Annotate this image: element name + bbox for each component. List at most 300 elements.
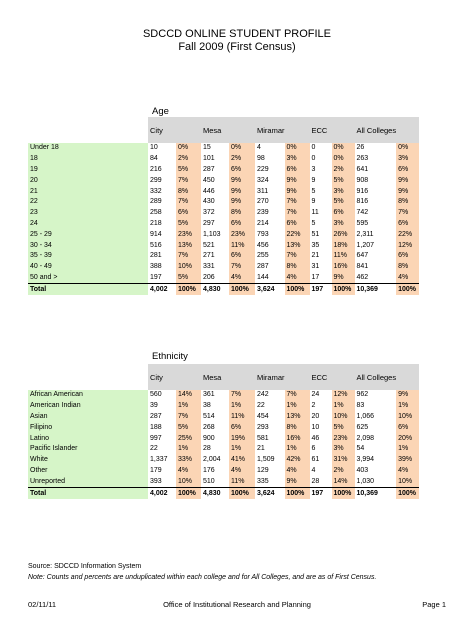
- table-row: [28, 165, 419, 176]
- footer-date: 02/11/11: [28, 600, 57, 609]
- row-label: 19: [28, 165, 148, 176]
- percent-cell: 23%: [229, 229, 255, 240]
- count-cell: 21: [255, 444, 285, 455]
- table-row: [28, 476, 419, 487]
- count-cell: 24: [310, 390, 332, 401]
- count-cell: 255: [255, 251, 285, 262]
- percent-cell: 16%: [285, 433, 310, 444]
- count-cell: 0: [310, 154, 332, 165]
- percent-cell: 9%: [332, 273, 355, 284]
- percent-cell: 1%: [176, 401, 201, 412]
- count-cell: 516: [148, 240, 176, 251]
- count-cell: 35: [310, 240, 332, 251]
- row-label: Total: [28, 284, 148, 295]
- row-label: 25 - 29: [28, 229, 148, 240]
- percent-cell: 7%: [176, 251, 201, 262]
- percent-cell: 1%: [176, 444, 201, 455]
- percent-cell: 100%: [396, 488, 419, 499]
- percent-cell: 13%: [176, 240, 201, 251]
- percent-cell: 100%: [285, 488, 310, 499]
- percent-cell: 31%: [332, 455, 355, 466]
- percent-cell: 7%: [176, 175, 201, 186]
- row-label: Filipino: [28, 422, 148, 433]
- column-header: Mesa: [201, 117, 229, 143]
- header-blank-cell: [28, 117, 148, 143]
- count-cell: 841: [355, 262, 397, 273]
- count-cell: 10: [148, 143, 176, 154]
- percent-cell: 9%: [229, 175, 255, 186]
- table-row: [28, 455, 419, 466]
- percent-cell: 9%: [285, 175, 310, 186]
- percent-cell: 9%: [396, 175, 419, 186]
- table-row: [28, 433, 419, 444]
- percent-cell: 10%: [396, 476, 419, 487]
- percent-cell: 100%: [229, 488, 255, 499]
- row-label: 21: [28, 186, 148, 197]
- note-text: Note: Counts and percents are unduplicated within each college and for All Colleges, and are as of First Census.: [28, 574, 377, 581]
- percent-cell: 5%: [176, 165, 201, 176]
- percent-cell: 9%: [229, 197, 255, 208]
- percent-cell: 4%: [229, 466, 255, 477]
- percent-cell: 1%: [396, 444, 419, 455]
- row-label: Other: [28, 466, 148, 477]
- percent-cell: 6%: [285, 165, 310, 176]
- column-header: [176, 364, 201, 390]
- percent-cell: 25%: [176, 433, 201, 444]
- table-row: [28, 143, 419, 154]
- count-cell: 4,002: [148, 284, 176, 295]
- percent-cell: 0%: [229, 143, 255, 154]
- count-cell: 3,624: [255, 488, 285, 499]
- age-table: [28, 117, 419, 295]
- table-row: [28, 401, 419, 412]
- percent-cell: 1%: [285, 444, 310, 455]
- percent-cell: 8%: [396, 262, 419, 273]
- percent-cell: 7%: [176, 197, 201, 208]
- count-cell: 20: [310, 412, 332, 423]
- percent-cell: 12%: [332, 390, 355, 401]
- row-label: Pacific Islander: [28, 444, 148, 455]
- percent-cell: 100%: [229, 284, 255, 295]
- count-cell: 1,103: [201, 229, 229, 240]
- count-cell: 293: [255, 422, 285, 433]
- percent-cell: 100%: [332, 488, 355, 499]
- count-cell: 6: [310, 444, 332, 455]
- count-cell: 101: [201, 154, 229, 165]
- percent-cell: 41%: [229, 455, 255, 466]
- percent-cell: 16%: [332, 262, 355, 273]
- row-label: 18: [28, 154, 148, 165]
- count-cell: 581: [255, 433, 285, 444]
- column-header: [229, 364, 255, 390]
- percent-cell: 10%: [332, 412, 355, 423]
- source-text: Source: SDCCD Information System: [28, 563, 142, 570]
- column-header: City: [148, 117, 176, 143]
- table-header-row: [28, 364, 419, 390]
- percent-cell: 4%: [285, 466, 310, 477]
- count-cell: 388: [148, 262, 176, 273]
- column-header: ECC: [310, 364, 332, 390]
- percent-cell: 9%: [396, 390, 419, 401]
- row-label: 20: [28, 175, 148, 186]
- percent-cell: 11%: [229, 476, 255, 487]
- count-cell: 1,509: [255, 455, 285, 466]
- percent-cell: 7%: [229, 390, 255, 401]
- count-cell: 11: [310, 208, 332, 219]
- percent-cell: 18%: [332, 240, 355, 251]
- count-cell: 268: [201, 422, 229, 433]
- percent-cell: 4%: [285, 273, 310, 284]
- page-subtitle: Fall 2009 (First Census): [178, 41, 296, 53]
- count-cell: 4,830: [201, 488, 229, 499]
- count-cell: 2,004: [201, 455, 229, 466]
- count-cell: 5: [310, 219, 332, 230]
- count-cell: 9: [310, 175, 332, 186]
- count-cell: 22: [255, 401, 285, 412]
- count-cell: 287: [201, 165, 229, 176]
- count-cell: 46: [310, 433, 332, 444]
- count-cell: 214: [255, 219, 285, 230]
- count-cell: 28: [310, 476, 332, 487]
- count-cell: 1,207: [355, 240, 397, 251]
- count-cell: 263: [355, 154, 397, 165]
- count-cell: 83: [355, 401, 397, 412]
- percent-cell: 100%: [396, 284, 419, 295]
- table-row: [28, 422, 419, 433]
- row-label: 35 - 39: [28, 251, 148, 262]
- percent-cell: 3%: [332, 219, 355, 230]
- percent-cell: 1%: [229, 444, 255, 455]
- row-label: 23: [28, 208, 148, 219]
- column-header: All Colleges: [355, 117, 397, 143]
- row-label: African American: [28, 390, 148, 401]
- percent-cell: 3%: [332, 444, 355, 455]
- row-label: 40 - 49: [28, 262, 148, 273]
- table-row: [28, 273, 419, 284]
- count-cell: 299: [148, 175, 176, 186]
- percent-cell: 6%: [396, 422, 419, 433]
- count-cell: 2,311: [355, 229, 397, 240]
- count-cell: 372: [201, 208, 229, 219]
- count-cell: 51: [310, 229, 332, 240]
- count-cell: 625: [355, 422, 397, 433]
- percent-cell: 5%: [332, 175, 355, 186]
- percent-cell: 14%: [332, 476, 355, 487]
- percent-cell: 5%: [176, 422, 201, 433]
- percent-cell: 6%: [229, 251, 255, 262]
- footer-office: Office of Institutional Research and Planning: [163, 600, 311, 609]
- table-row: [28, 412, 419, 423]
- percent-cell: 4%: [176, 466, 201, 477]
- percent-cell: 6%: [229, 165, 255, 176]
- count-cell: 239: [255, 208, 285, 219]
- table-row: [28, 229, 419, 240]
- percent-cell: 100%: [176, 284, 201, 295]
- count-cell: 287: [148, 412, 176, 423]
- table-row: [28, 219, 419, 230]
- percent-cell: 2%: [176, 154, 201, 165]
- percent-cell: 5%: [176, 273, 201, 284]
- count-cell: 1,337: [148, 455, 176, 466]
- count-cell: 31: [310, 262, 332, 273]
- count-cell: 324: [255, 175, 285, 186]
- percent-cell: 23%: [176, 229, 201, 240]
- count-cell: 297: [201, 219, 229, 230]
- count-cell: 793: [255, 229, 285, 240]
- count-cell: 0: [310, 143, 332, 154]
- count-cell: 1,030: [355, 476, 397, 487]
- percent-cell: 7%: [396, 208, 419, 219]
- percent-cell: 11%: [332, 251, 355, 262]
- count-cell: 10,369: [355, 488, 397, 499]
- column-header: [332, 117, 355, 143]
- percent-cell: 2%: [332, 165, 355, 176]
- percent-cell: 13%: [285, 240, 310, 251]
- percent-cell: 100%: [332, 284, 355, 295]
- count-cell: 393: [148, 476, 176, 487]
- table-row: [28, 175, 419, 186]
- percent-cell: 39%: [396, 455, 419, 466]
- column-header: [285, 364, 310, 390]
- percent-cell: 5%: [332, 197, 355, 208]
- count-cell: 510: [201, 476, 229, 487]
- header-blank-cell: [28, 364, 148, 390]
- column-header: [285, 117, 310, 143]
- count-cell: 311: [255, 186, 285, 197]
- percent-cell: 6%: [396, 251, 419, 262]
- count-cell: 5: [310, 186, 332, 197]
- count-cell: 129: [255, 466, 285, 477]
- percent-cell: 7%: [285, 390, 310, 401]
- count-cell: 98: [255, 154, 285, 165]
- percent-cell: 4%: [396, 466, 419, 477]
- column-header: [229, 117, 255, 143]
- percent-cell: 8%: [229, 208, 255, 219]
- count-cell: 4,002: [148, 488, 176, 499]
- percent-cell: 4%: [396, 273, 419, 284]
- column-header: All Colleges: [355, 364, 397, 390]
- count-cell: 3,994: [355, 455, 397, 466]
- percent-cell: 1%: [332, 401, 355, 412]
- count-cell: 271: [201, 251, 229, 262]
- percent-cell: 42%: [285, 455, 310, 466]
- percent-cell: 1%: [229, 401, 255, 412]
- count-cell: 197: [310, 488, 332, 499]
- count-cell: 216: [148, 165, 176, 176]
- percent-cell: 0%: [332, 154, 355, 165]
- count-cell: 4,830: [201, 284, 229, 295]
- count-cell: 218: [148, 219, 176, 230]
- count-cell: 270: [255, 197, 285, 208]
- count-cell: 914: [148, 229, 176, 240]
- count-cell: 281: [148, 251, 176, 262]
- count-cell: 997: [148, 433, 176, 444]
- count-cell: 454: [255, 412, 285, 423]
- table-row: [28, 186, 419, 197]
- count-cell: 39: [148, 401, 176, 412]
- row-label: 22: [28, 197, 148, 208]
- percent-cell: 10%: [396, 412, 419, 423]
- row-label: Total: [28, 488, 148, 499]
- count-cell: 84: [148, 154, 176, 165]
- table-row: [28, 208, 419, 219]
- percent-cell: 7%: [229, 262, 255, 273]
- percent-cell: 3%: [332, 186, 355, 197]
- percent-cell: 6%: [176, 208, 201, 219]
- percent-cell: 100%: [285, 284, 310, 295]
- count-cell: 3,624: [255, 284, 285, 295]
- count-cell: 456: [255, 240, 285, 251]
- percent-cell: 2%: [332, 466, 355, 477]
- count-cell: 514: [201, 412, 229, 423]
- percent-cell: 26%: [332, 229, 355, 240]
- percent-cell: 23%: [332, 433, 355, 444]
- count-cell: 332: [148, 186, 176, 197]
- percent-cell: 6%: [396, 219, 419, 230]
- percent-cell: 9%: [285, 476, 310, 487]
- column-header: Miramar: [255, 364, 285, 390]
- percent-cell: 0%: [332, 143, 355, 154]
- table-row: [28, 390, 419, 401]
- count-cell: 4: [255, 143, 285, 154]
- footer-page-number: Page 1: [422, 600, 446, 609]
- count-cell: 206: [201, 273, 229, 284]
- column-header: [176, 117, 201, 143]
- count-cell: 335: [255, 476, 285, 487]
- row-label: 30 - 34: [28, 240, 148, 251]
- table-row: [28, 262, 419, 273]
- percent-cell: 12%: [396, 240, 419, 251]
- column-header: Miramar: [255, 117, 285, 143]
- row-label: American Indian: [28, 401, 148, 412]
- percent-cell: 7%: [176, 412, 201, 423]
- count-cell: 816: [355, 197, 397, 208]
- count-cell: 229: [255, 165, 285, 176]
- count-cell: 900: [201, 433, 229, 444]
- count-cell: 54: [355, 444, 397, 455]
- table-row: [28, 466, 419, 477]
- count-cell: 962: [355, 390, 397, 401]
- count-cell: 15: [201, 143, 229, 154]
- percent-cell: 9%: [285, 186, 310, 197]
- count-cell: 197: [310, 284, 332, 295]
- percent-cell: 2%: [229, 154, 255, 165]
- count-cell: 258: [148, 208, 176, 219]
- percent-cell: 11%: [229, 240, 255, 251]
- percent-cell: 3%: [396, 154, 419, 165]
- table-row: [28, 444, 419, 455]
- percent-cell: 7%: [285, 251, 310, 262]
- table-header-row: [28, 117, 419, 143]
- count-cell: 331: [201, 262, 229, 273]
- count-cell: 1,066: [355, 412, 397, 423]
- percent-cell: 8%: [285, 422, 310, 433]
- percent-cell: 13%: [285, 412, 310, 423]
- percent-cell: 8%: [176, 186, 201, 197]
- percent-cell: 1%: [396, 401, 419, 412]
- count-cell: 647: [355, 251, 397, 262]
- count-cell: 9: [310, 197, 332, 208]
- row-label: Under 18: [28, 143, 148, 154]
- column-header: City: [148, 364, 176, 390]
- column-header: [332, 364, 355, 390]
- count-cell: 188: [148, 422, 176, 433]
- count-cell: 4: [310, 466, 332, 477]
- percent-cell: 9%: [396, 186, 419, 197]
- count-cell: 38: [201, 401, 229, 412]
- percent-cell: 0%: [396, 143, 419, 154]
- count-cell: 10,369: [355, 284, 397, 295]
- table-row: [28, 240, 419, 251]
- table-row: [28, 197, 419, 208]
- count-cell: 10: [310, 422, 332, 433]
- count-cell: 144: [255, 273, 285, 284]
- percent-cell: 9%: [229, 186, 255, 197]
- column-header: ECC: [310, 117, 332, 143]
- count-cell: 242: [255, 390, 285, 401]
- count-cell: 179: [148, 466, 176, 477]
- count-cell: 361: [201, 390, 229, 401]
- percent-cell: 22%: [396, 229, 419, 240]
- count-cell: 61: [310, 455, 332, 466]
- row-label: White: [28, 455, 148, 466]
- percent-cell: 0%: [285, 143, 310, 154]
- percent-cell: 14%: [176, 390, 201, 401]
- total-row: [28, 488, 419, 499]
- ethnicity-section-title: Ethnicity: [152, 351, 188, 362]
- count-cell: 287: [255, 262, 285, 273]
- count-cell: 641: [355, 165, 397, 176]
- count-cell: 908: [355, 175, 397, 186]
- count-cell: 560: [148, 390, 176, 401]
- percent-cell: 19%: [229, 433, 255, 444]
- row-label: 50 and >: [28, 273, 148, 284]
- percent-cell: 1%: [285, 401, 310, 412]
- percent-cell: 100%: [176, 488, 201, 499]
- count-cell: 197: [148, 273, 176, 284]
- total-row: [28, 284, 419, 295]
- column-header: [396, 117, 419, 143]
- percent-cell: 22%: [285, 229, 310, 240]
- percent-cell: 7%: [285, 197, 310, 208]
- percent-cell: 6%: [229, 422, 255, 433]
- count-cell: 3: [310, 165, 332, 176]
- percent-cell: 5%: [176, 219, 201, 230]
- count-cell: 446: [201, 186, 229, 197]
- percent-cell: 0%: [176, 143, 201, 154]
- row-label: Latino: [28, 433, 148, 444]
- row-label: 24: [28, 219, 148, 230]
- count-cell: 2,098: [355, 433, 397, 444]
- count-cell: 17: [310, 273, 332, 284]
- count-cell: 403: [355, 466, 397, 477]
- count-cell: 176: [201, 466, 229, 477]
- count-cell: 26: [355, 143, 397, 154]
- percent-cell: 3%: [285, 154, 310, 165]
- percent-cell: 33%: [176, 455, 201, 466]
- percent-cell: 5%: [332, 422, 355, 433]
- percent-cell: 8%: [285, 262, 310, 273]
- count-cell: 2: [310, 401, 332, 412]
- percent-cell: 10%: [176, 262, 201, 273]
- page-title: SDCCD ONLINE STUDENT PROFILE: [142, 28, 332, 40]
- percent-cell: 6%: [332, 208, 355, 219]
- count-cell: 22: [148, 444, 176, 455]
- percent-cell: 10%: [176, 476, 201, 487]
- percent-cell: 20%: [396, 433, 419, 444]
- count-cell: 21: [310, 251, 332, 262]
- count-cell: 430: [201, 197, 229, 208]
